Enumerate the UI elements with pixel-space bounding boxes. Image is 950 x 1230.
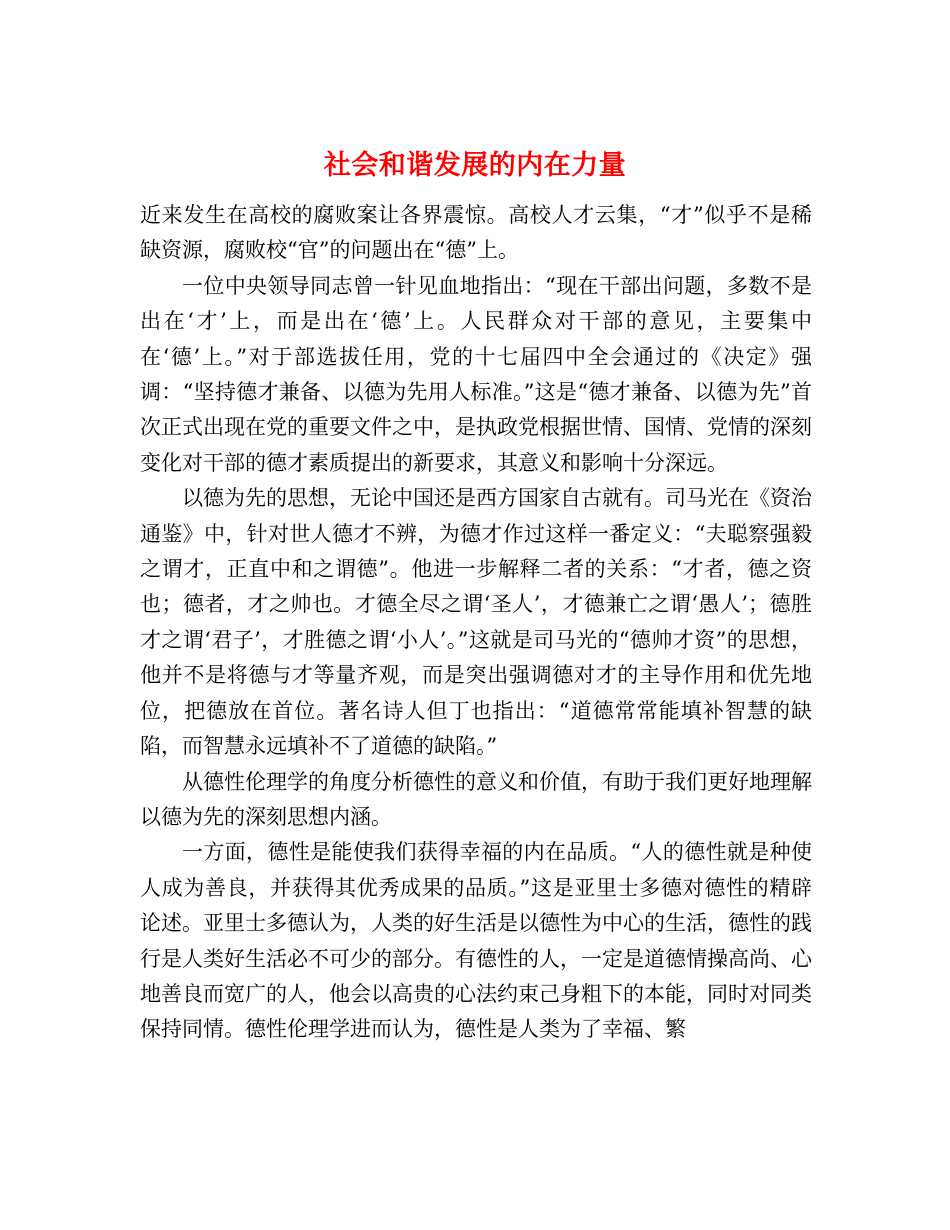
paragraph-5: 一方面，德性是能使我们获得幸福的内在品质。“人的德性就是种使人成为善良，并获得其优秀成果的品质。”这是亚里士多德对德性的精辟论述。亚里士多德认为，人类的好生活是以德性为中心的生活，德性的践行是人类好生活必不可少的部分。有德性的人，一定是道德情操高尚、心地善良而宽广的人，他会以高贵的心法约束己身粗下的本能，同时对同类保持同情。德性伦理学进而认为，德性是人类为了幸福、繁	[140, 840, 812, 1042]
paragraph-2: 一位中央领导同志曾一针见血地指出：“现在干部出问题，多数不是出在‘才’上，而是出在‘德’上。人民群众对干部的意见，主要集中在‘德’上。”对于部选拔任用，党的十七届四中全会通过的《决定》强调：“坚持德才兼备、以德为先用人标准。”这是“德才兼备、以德为先”首次正式出现在党的重要文件之中，是执政党根据世情、国情、党情的深刻变化对干部的德才素质提出的新要求，其意义和影响十分深远。	[140, 273, 812, 475]
paragraph-4: 从德性伦理学的角度分析德性的意义和价值，有助于我们更好地理解以德为先的深刻思想内涵。	[140, 769, 812, 829]
paragraph-1: 近来发生在高校的腐败案让各界震惊。高校人才云集，“才”似乎不是稀缺资源，腐败校“官”的问题出在“德”上。	[140, 203, 812, 263]
document-title: 社会和谐发展的内在力量	[323, 150, 627, 182]
paragraph-3: 以德为先的思想，无论中国还是西方国家自古就有。司马光在《资治通鉴》中，针对世人德才不辨，为德才作过这样一番定义：“夫聪察强毅之谓才，正直中和之谓德”。他进一步解释二者的关系：“才者，德之资也；德者，才之帅也。才德全尽之谓‘圣人’，才德兼亡之谓‘愚人’；德胜才之谓‘君子’，才胜德之谓‘小人’。”这就是司马光的“德帅才资”的思想，他并不是将德与才等量齐观，而是突出强调德对才的主导作用和优先地位，把德放在首位。著名诗人但丁也指出：“道德常常能填补智慧的缺陷，而智慧永远填补不了道德的缺陷。”	[140, 486, 812, 759]
document-body	[140, 198, 812, 1048]
